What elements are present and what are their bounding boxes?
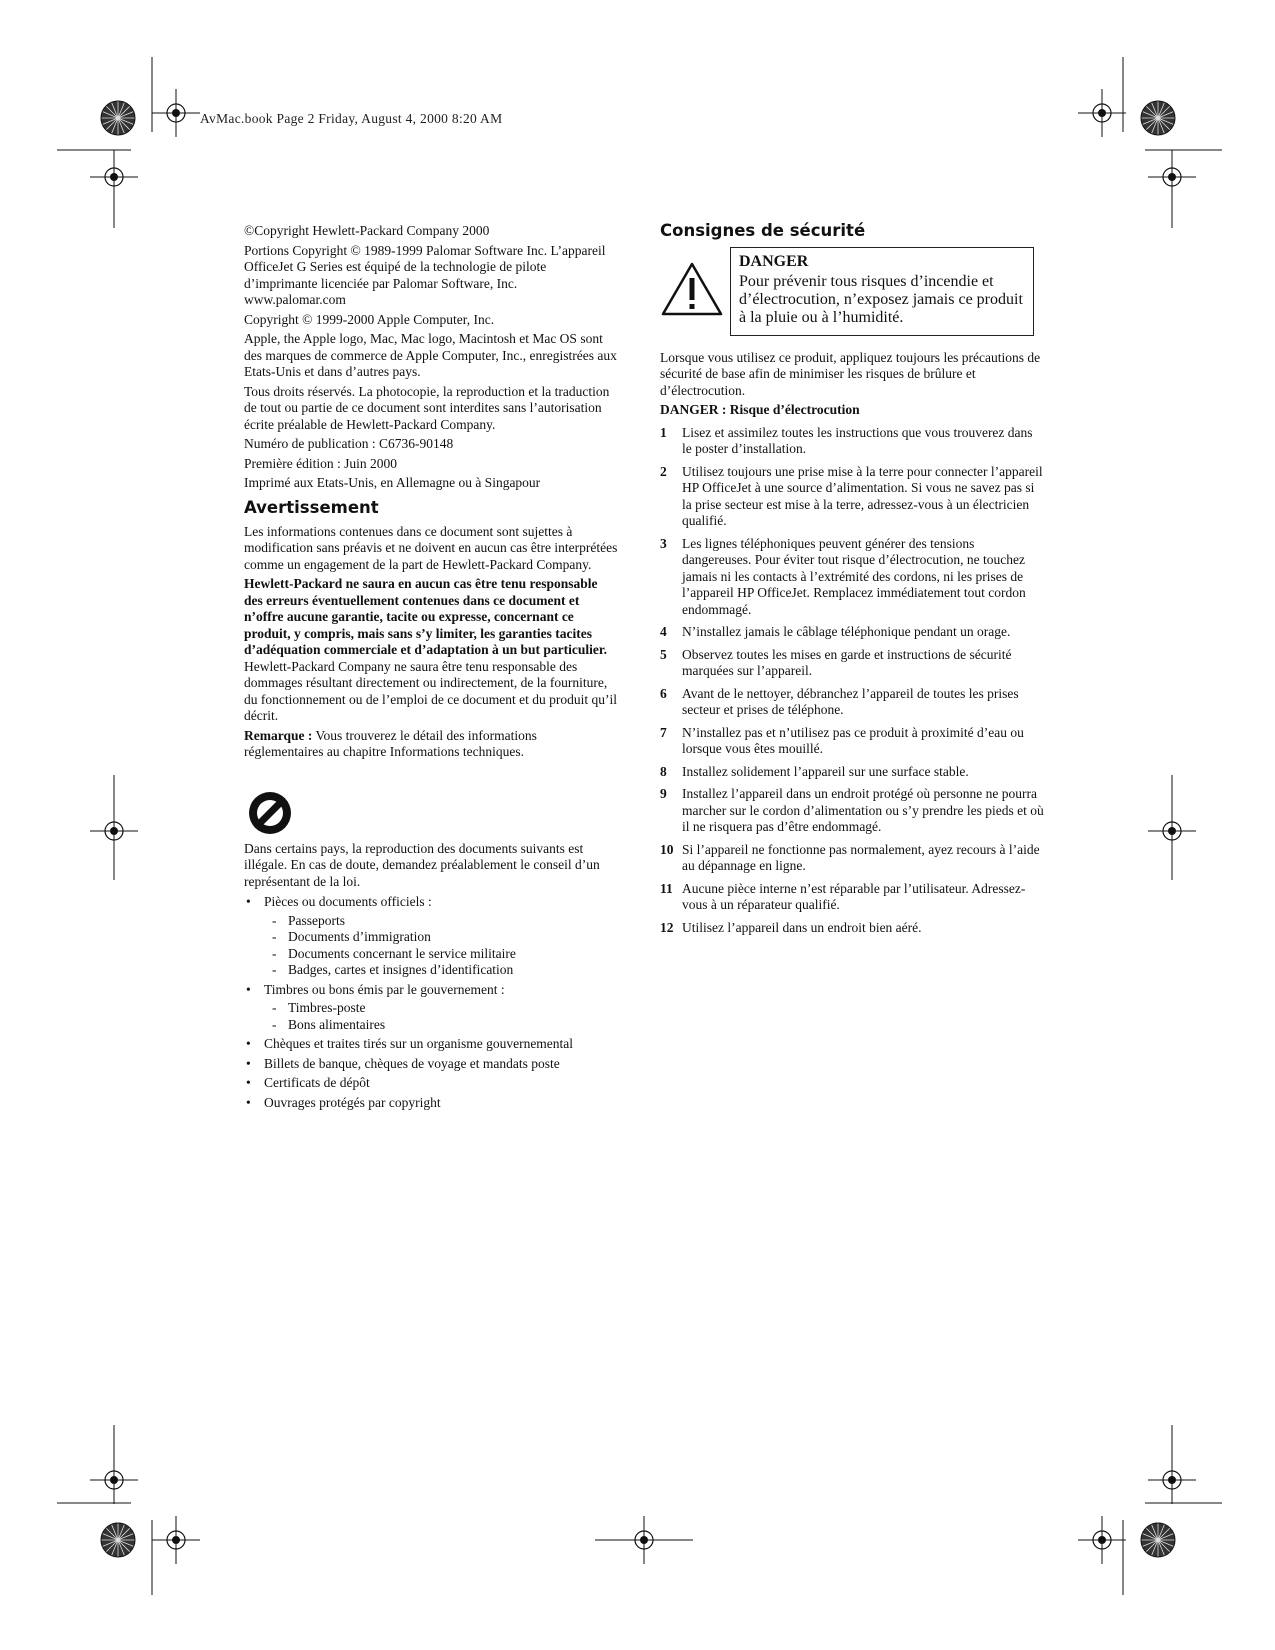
legal-list <box>244 894 619 1111</box>
sub-list-item: - Bons alimentaires <box>270 1017 619 1034</box>
list-item: 2 Utilisez toujours une prise mise à la terre pour connecter l’appareil HP OfficeJet à une source d’alimentation. Si vous ne savez pas si la prise secteur est mise à la terre, adressez-vous à un électricien qualifié. <box>660 463 1043 528</box>
sub-list-item: - Documents concernant le service militaire <box>270 946 619 963</box>
registration-wheel-icon <box>1141 101 1175 135</box>
safety-list <box>660 425 1045 937</box>
list-item: 6 Avant de le nettoyer, débranchez l’appareil de toutes les prises secteur et prises de téléphone. <box>660 685 1019 717</box>
shock-risk-heading: DANGER : Risque d’électrocution <box>660 402 860 417</box>
sub-list-item: - Badges, cartes et insignes d’identification <box>270 962 619 979</box>
warning-disclaimer <box>244 576 619 725</box>
copyright-line: ©Copyright Hewlett-Packard Company 2000 <box>244 223 490 238</box>
list-item: 11 Aucune pièce interne n’est réparable par l’utilisateur. Adressez-vous à un réparateur qualifié. <box>660 880 1026 912</box>
list-item: 10 Si l’appareil ne fonctionne pas normalement, ayez recours à l’aide au dépannage en ligne. <box>660 841 1040 873</box>
sub-list-item: - Documents d’immigration <box>270 929 619 946</box>
danger-title: DANGER <box>739 253 809 270</box>
running-head: AvMac.book Page 2 Friday, August 4, 2000 8:20 AM <box>200 111 503 126</box>
warning-triangle-icon <box>660 261 724 317</box>
list-item: • Chèques et traites tirés sur un organisme gouvernemental <box>244 1036 619 1053</box>
copyright-line: Tous droits réservés. La photocopie, la reproduction et la traduction de tout ou partie de ce document sont interdites sans l’autorisation écrite préalable de Hewlett-Packard Company. <box>244 383 610 432</box>
list-item: • Pièces ou documents officiels : - Passeports - Documents d’immigration - Documents concernant le service militaire - Badges, cartes et insignes d’identification <box>244 894 619 979</box>
registration-wheel-icon <box>1141 1523 1175 1557</box>
copyright-line: Numéro de publication : C6736-90148 <box>244 436 454 451</box>
remark-text: Vous trouverez le détail des informations réglementaires au chapitre Informations techniques. <box>244 727 537 759</box>
list-item: • Certificats de dépôt <box>244 1075 619 1092</box>
disclaimer-text: Hewlett-Packard Company ne saura être tenu responsable des dommages résultant directement ou indirectement, de la fourniture, du fonctionnement ou de l’emploi de ce document et du produit qu’il décrit. <box>244 658 618 723</box>
list-item: 5 Observez toutes les mises en garde et instructions de sécurité marquées sur l’appareil. <box>660 646 1012 678</box>
sub-list-item: - Timbres-poste <box>270 1000 619 1017</box>
list-item: 4 N’installez jamais le câblage téléphonique pendant un orage. <box>660 624 1011 639</box>
safety-intro: Lorsque vous utilisez ce produit, appliquez toujours les précautions de sécurité de base afin de minimiser les risques de brûlure et d’électrocution. <box>660 349 1041 398</box>
danger-text: Pour prévenir tous risques d’incendie et d’électrocution, n’exposez jamais ce produit à la pluie ou à l’humidité. <box>739 272 1023 326</box>
left-column <box>244 223 619 1114</box>
list-item: • Billets de banque, chèques de voyage et mandats poste <box>244 1056 619 1073</box>
list-item: 8 Installez solidement l’appareil sur une surface stable. <box>660 763 969 779</box>
remark-label: Remarque : <box>244 727 313 743</box>
registration-wheel-icon <box>101 1523 135 1557</box>
list-item: • Timbres ou bons émis par le gouvernement : - Timbres-poste - Bons alimentaires <box>244 982 619 1034</box>
copyright-line: Copyright © 1999-2000 Apple Computer, Inc. <box>244 311 495 327</box>
copyright-line: Première édition : Juin 2000 <box>244 455 397 471</box>
registration-wheel-icon <box>101 101 135 135</box>
copyright-line: Imprimé aux Etats-Unis, en Allemagne ou à Singapour <box>244 475 541 490</box>
prohibited-icon <box>248 791 292 835</box>
list-item: 1 Lisez et assimilez toutes les instructions que vous trouverez dans le poster d’installation. <box>660 424 1033 456</box>
danger-notice <box>660 247 1045 336</box>
copyright-line: Apple, the Apple logo, Mac, Mac logo, Macintosh et Mac OS sont des marques de commerce de Apple Computer, Inc., enregistrées aux Etats-Unis et dans d’autres pays. <box>244 331 617 379</box>
safety-heading: Consignes de sécurité <box>660 221 866 240</box>
danger-box <box>730 247 1034 336</box>
list-item: 9 Installez l’appareil dans un endroit protégé où personne ne pourra marcher sur le cordon d’alimentation ou s’y prendre les pieds et où il ne risquera pas d’être endommagé. <box>660 786 1044 834</box>
list-item: • Ouvrages protégés par copyright <box>244 1095 619 1112</box>
legal-intro: Dans certains pays, la reproduction des documents suivants est illégale. En cas de doute, demandez préalablement le conseil d’un représentant de la loi. <box>244 840 600 889</box>
list-item: 12 Utilisez l’appareil dans un endroit bien aéré. <box>660 919 922 935</box>
disclaimer-bold: Hewlett-Packard ne saura en aucun cas être tenu responsable des erreurs éventuellement contenues dans ce document et n’offre aucune garantie, tacite ou expresse, concernant ce produit, y compris, mais sans s’y limiter, les garanties tacites d’adéquation commerciale et d’adaptation à un but particulier. <box>244 576 608 657</box>
sub-list-item: - Passeports <box>270 913 619 930</box>
remark <box>244 728 619 761</box>
warning-paragraph: Les informations contenues dans ce document sont sujettes à modification sans préavis et ne doivent en aucun cas être interprétées comme un engagement de la part de Hewlett-Packard Company. <box>244 523 618 572</box>
warning-heading: Avertissement <box>244 497 379 517</box>
copyright-block <box>244 223 619 492</box>
list-item: 7 N’installez pas et n’utilisez pas ce produit à proximité d’eau ou lorsque vous êtes mouillé. <box>660 724 1024 756</box>
list-item: 3 Les lignes téléphoniques peuvent générer des tensions dangereuses. Pour éviter tout risque d’électrocution, ne touchez jamais ni les contacts à l’extrémité des cordons, ni les prises de l’appareil HP OfficeJet. Remplacez immédiatement tout cordon endommagé. <box>660 535 1026 617</box>
copyright-line: Portions Copyright © 1989-1999 Palomar Software Inc. L’appareil OfficeJet G Series est équipé de la technologie de pilote d’imprimante licenciée par Palomar Software, Inc. www.palomar.com <box>244 242 606 307</box>
right-column <box>660 221 1045 942</box>
